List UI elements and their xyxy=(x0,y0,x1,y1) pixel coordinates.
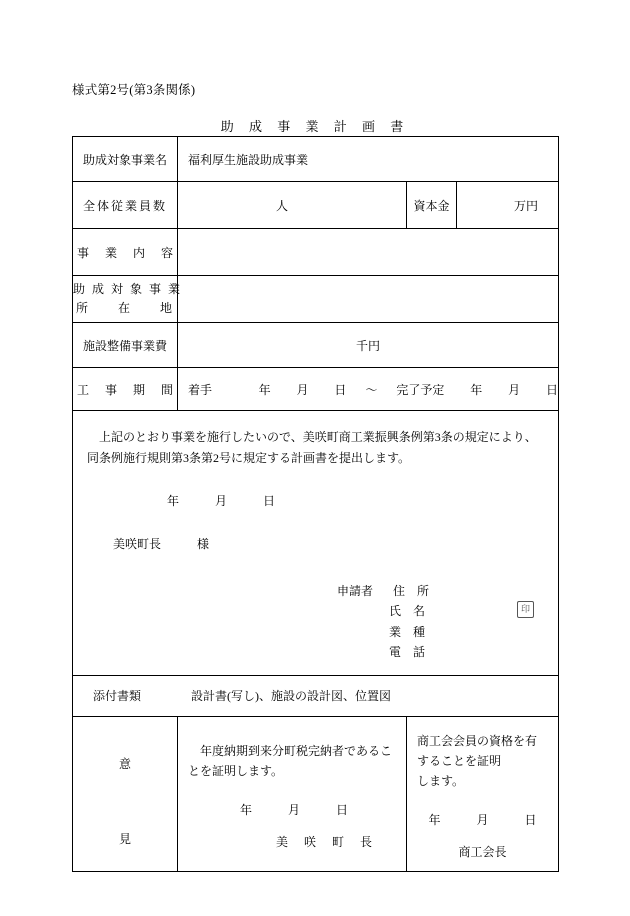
employees-label: 全体従業員数 xyxy=(73,182,178,229)
table-row-cost xyxy=(73,323,559,368)
period-label: 工 事 期 間 xyxy=(73,368,178,411)
submission-date-year: 年 xyxy=(167,494,180,508)
opinion-label-line1: 意 xyxy=(118,756,131,771)
location-value[interactable] xyxy=(178,276,559,323)
period-start-day: 日 xyxy=(334,382,347,397)
content-label: 事 業 内 容 xyxy=(73,229,178,276)
opinion-right-cell[interactable] xyxy=(407,716,559,871)
period-end-month: 月 xyxy=(508,382,521,397)
opinion-right-date[interactable] xyxy=(417,810,548,830)
table-row-content xyxy=(73,229,559,276)
opinion-right-date-day: 日 xyxy=(524,812,537,827)
table-row-statement xyxy=(73,411,559,676)
opinion-right-text-line1: 商工会会員の資格を有することを証明 xyxy=(417,733,538,768)
applicant-field-industry: 業 種 xyxy=(389,624,426,639)
opinion-right-signer: 商工会長 xyxy=(458,845,507,860)
cost-label: 施設整備事業費 xyxy=(73,323,178,368)
addressee-honorific: 様 xyxy=(197,537,210,551)
addressee-name: 美咲町長 xyxy=(113,537,162,551)
opinion-left-date-month: 月 xyxy=(288,802,301,817)
period-end-day: 日 xyxy=(546,382,559,397)
applicant-block xyxy=(87,581,544,663)
attachments-cell xyxy=(73,675,559,716)
submission-date[interactable] xyxy=(87,491,544,512)
opinion-left-date[interactable] xyxy=(188,800,396,820)
content-value[interactable] xyxy=(178,229,559,276)
statement-cell xyxy=(73,411,559,676)
opinion-left-date-day: 日 xyxy=(336,802,349,817)
attachments-label: 添付書類 xyxy=(93,689,142,704)
applicant-name-row[interactable] xyxy=(337,601,544,621)
capital-label: 資本金 xyxy=(407,182,457,229)
table-row-opinion xyxy=(73,716,559,871)
period-start-month: 月 xyxy=(296,382,309,397)
project-name-label: 助成対象事業名 xyxy=(73,137,178,182)
employees-unit[interactable]: 人 xyxy=(178,182,407,229)
opinion-right-date-month: 月 xyxy=(476,812,489,827)
table-row-location xyxy=(73,276,559,323)
period-end-year: 年 xyxy=(470,382,483,397)
submission-date-day: 日 xyxy=(263,494,276,508)
applicant-label: 申請者 xyxy=(337,584,374,598)
period-tilde: 〜 xyxy=(365,382,378,397)
applicant-field-phone: 電 話 xyxy=(389,645,426,660)
seal-icon: 印 xyxy=(517,601,534,618)
applicant-field-name: 氏 名 xyxy=(389,604,426,619)
form-number: 様式第2号(第3条関係) xyxy=(72,83,196,97)
applicant-phone-row[interactable] xyxy=(337,642,544,662)
period-end-label: 完了予定 xyxy=(396,382,445,397)
opinion-left-cell[interactable] xyxy=(178,716,407,871)
applicant-industry-row[interactable] xyxy=(337,622,544,642)
page-title: 助 成 事 業 計 画 書 xyxy=(220,119,410,134)
application-form-table xyxy=(72,136,559,872)
table-row-project-name xyxy=(73,137,559,182)
cost-unit[interactable]: 千円 xyxy=(178,323,559,368)
period-start-year: 年 xyxy=(258,382,271,397)
period-start-label: 着手 xyxy=(188,382,213,397)
applicant-address-row[interactable] xyxy=(337,581,544,601)
period-value[interactable] xyxy=(178,368,559,411)
location-label-line1: 助 成 対 象 事 業 xyxy=(73,282,183,297)
table-row-attachments xyxy=(73,675,559,716)
opinion-left-text-line1: 年度納期到来分町税完納者であるこ xyxy=(200,743,393,758)
location-label-line2: 所 在 地 xyxy=(75,301,174,315)
table-row-period xyxy=(73,368,559,411)
opinion-left-date-year: 年 xyxy=(240,802,253,817)
addressee xyxy=(87,534,544,555)
opinion-right-date-year: 年 xyxy=(428,812,441,827)
attachments-value: 設計書(写し)、施設の設計図、位置図 xyxy=(191,689,392,704)
table-row-employees xyxy=(73,182,559,229)
capital-unit[interactable]: 万円 xyxy=(457,182,559,229)
applicant-field-address: 住 所 xyxy=(393,584,430,598)
opinion-right-text-line2: します。 xyxy=(417,774,465,789)
submission-date-month: 月 xyxy=(215,494,228,508)
location-label xyxy=(73,276,183,323)
statement-paragraph: 上記のとおり事業を施行したいので、美咲町商工業振興条例第3条の規定により、同条例施行規則第3条第2号に規定する計画書を提出します。 xyxy=(87,430,537,465)
opinion-label-line2: 見 xyxy=(118,831,131,846)
project-name-value[interactable]: 福利厚生施設助成事業 xyxy=(178,137,559,182)
opinion-left-signer: 美 咲 町 長 xyxy=(276,834,375,849)
opinion-left-text-line2: とを証明します。 xyxy=(188,764,284,779)
opinion-label xyxy=(73,716,178,871)
